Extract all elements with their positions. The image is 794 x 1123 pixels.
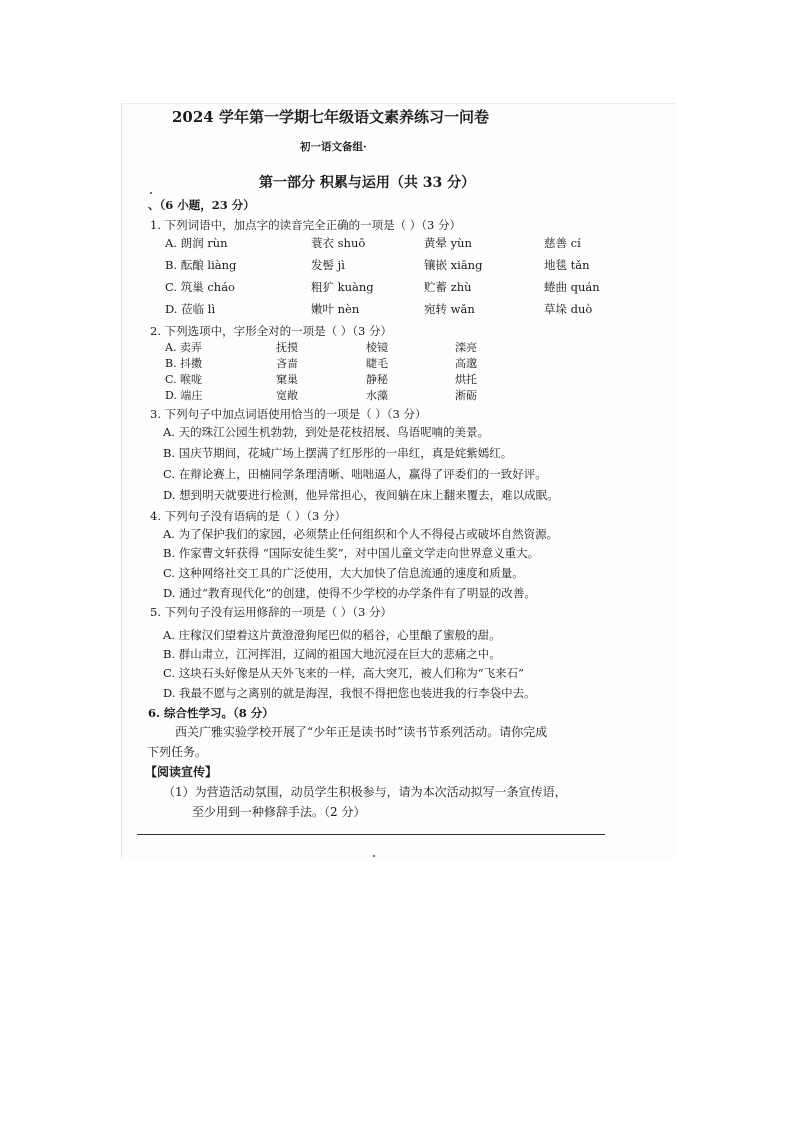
q6-task-1-line-1: （1）为营造活动氛围，动员学生积极参与，请为本次活动拟写一条宣传语， xyxy=(163,785,567,799)
q1-option-a2: 蓑衣 shuō xyxy=(311,236,366,250)
q2-option-c4: 烘托 xyxy=(455,373,477,386)
q5-option-c: C. 这块石头好像是从天外飞来的一样，高大突兀，被人们称为“飞来石” xyxy=(163,666,524,680)
q4-option-a: A. 为了保护我们的家园，必须禁止任何组织和个人不得侵占或破坏自然资源。 xyxy=(163,527,559,541)
q5-option-a: A. 庄稼汉们望着这片黄澄澄狗尾巴似的稻谷，心里酿了蜜般的甜。 xyxy=(163,628,501,642)
q3-option-d: D. 想到明天就要进行检测，他异常担心，夜间躺在床上翻来覆去，难以成眠。 xyxy=(163,488,559,502)
q5-option-d: D. 我最不愿与之离别的就是海涅，我恨不得把您也装进我的行李袋中去。 xyxy=(163,686,536,700)
q6-task-1-line-2: 至少用到一种修辞手法。（2 分） xyxy=(192,805,366,819)
q2-option-d4: 淅砺 xyxy=(455,389,477,402)
q2-option-c3: 静秘 xyxy=(366,373,388,386)
q5-option-b: B. 群山肃立，江河挥泪，辽阔的祖国大地沉浸在巨大的悲痛之中。 xyxy=(163,647,501,661)
q2-option-b2: 吝啬 xyxy=(276,357,298,370)
q2-option-d3: 水藻 xyxy=(366,389,388,402)
question-1-stem: 1. 下列词语中，加点字的读音完全正确的一项是（ ）（3 分） xyxy=(150,218,462,232)
q1-option-d4: 草垛 duò xyxy=(544,302,593,316)
q1-option-c1: C. 筑巢 cháo xyxy=(165,280,235,294)
q2-option-a2: 抚摸 xyxy=(276,341,298,354)
q2-option-a3: 棱镜 xyxy=(366,341,388,354)
question-5-stem: 5. 下列句子没有运用修辞的一项是（ ）（3 分） xyxy=(150,605,393,619)
q3-option-b: B. 国庆节期间，花城广场上摆满了红彤彤的一串红，真是姹紫嫣红。 xyxy=(163,446,513,460)
q2-option-a4: 滦亮 xyxy=(455,341,477,354)
q2-option-d2: 宽敞 xyxy=(276,389,298,402)
q2-option-c1: C. 喉咙 xyxy=(165,373,203,386)
q1-option-b4: 地毯 tǎn xyxy=(544,258,590,272)
q2-option-d1: D. 端庄 xyxy=(165,389,203,402)
scan-speck xyxy=(150,192,152,194)
q2-option-c2: 窠巢 xyxy=(276,373,298,386)
q2-option-b3: 睫毛 xyxy=(366,357,388,370)
question-6-stem: 6. 综合性学习。（8 分） xyxy=(148,706,274,720)
q4-option-c: C. 这种网络社交工具的广泛使用，大大加快了信息流通的速度和质量。 xyxy=(163,566,524,580)
part-heading: 第一部分 积累与运用（共 33 分） xyxy=(259,175,476,191)
q2-option-b4: 高邈 xyxy=(455,357,477,370)
q3-option-c: C. 在辩论赛上，田楠同学条理清晰、咄咄逼人，赢得了评委们的一致好评。 xyxy=(163,467,547,481)
page-title: 2024 学年第一学期七年级语文素养练习一问卷 xyxy=(172,108,489,126)
q6-intro-line-1: 西关广雅实验学校开展了“少年正是读书时”读书节系列活动。请你完成 xyxy=(175,725,548,739)
q1-option-d2: 嫩叶 nèn xyxy=(311,302,360,316)
q2-option-b1: B. 抖擞 xyxy=(165,357,203,370)
q4-option-d: D. 通过“教育现代化”的创建，使得不少学校的办学条件有了明显的改善。 xyxy=(163,586,536,600)
q1-option-b3: 镶嵌 xiāng xyxy=(424,258,483,272)
question-2-stem: 2. 下列选项中，字形全对的一项是（ ）（3 分） xyxy=(150,324,393,338)
q3-option-a: A. 天的珠江公园生机勃勃，到处是花枝招展、鸟语呢喃的美景。 xyxy=(163,425,490,439)
q2-option-a1: A. 卖弄 xyxy=(165,341,202,354)
q1-option-d1: D. 莅临 lì xyxy=(165,302,216,316)
q1-option-c4: 蜷曲 quán xyxy=(544,280,600,294)
q1-option-a4: 慈善 cí xyxy=(544,236,581,250)
question-4-stem: 4. 下列句子没有语病的是（ ）（3 分） xyxy=(150,509,347,523)
question-3-stem: 3. 下列句子中加点词语使用恰当的一项是（ ）（3 分） xyxy=(150,407,427,421)
q1-option-c2: 粗犷 kuàng xyxy=(311,280,374,294)
q6-intro-line-2: 下列任务。 xyxy=(147,745,208,759)
scan-speck xyxy=(373,855,375,857)
q1-option-c3: 贮蓄 zhù xyxy=(424,280,472,294)
q4-option-b: B. 作家曹文轩获得 “国际安徒生奖”，对中国儿童文学走向世界意义重大。 xyxy=(163,546,540,560)
q1-option-a3: 黄晕 yùn xyxy=(424,236,472,250)
q1-option-b1: B. 酝酿 liàng xyxy=(165,258,237,272)
page-subtitle: 初一语文备组· xyxy=(300,141,367,153)
q6-section-heading: 【阅读宣传】 xyxy=(145,765,218,779)
q1-option-a1: A. 朗润 rùn xyxy=(165,236,228,250)
section-heading: 、（6 小题，23 分） xyxy=(148,198,255,212)
q1-option-d3: 宛转 wǎn xyxy=(424,302,475,316)
answer-line xyxy=(137,834,605,835)
q1-option-b2: 发髻 jì xyxy=(311,258,345,272)
